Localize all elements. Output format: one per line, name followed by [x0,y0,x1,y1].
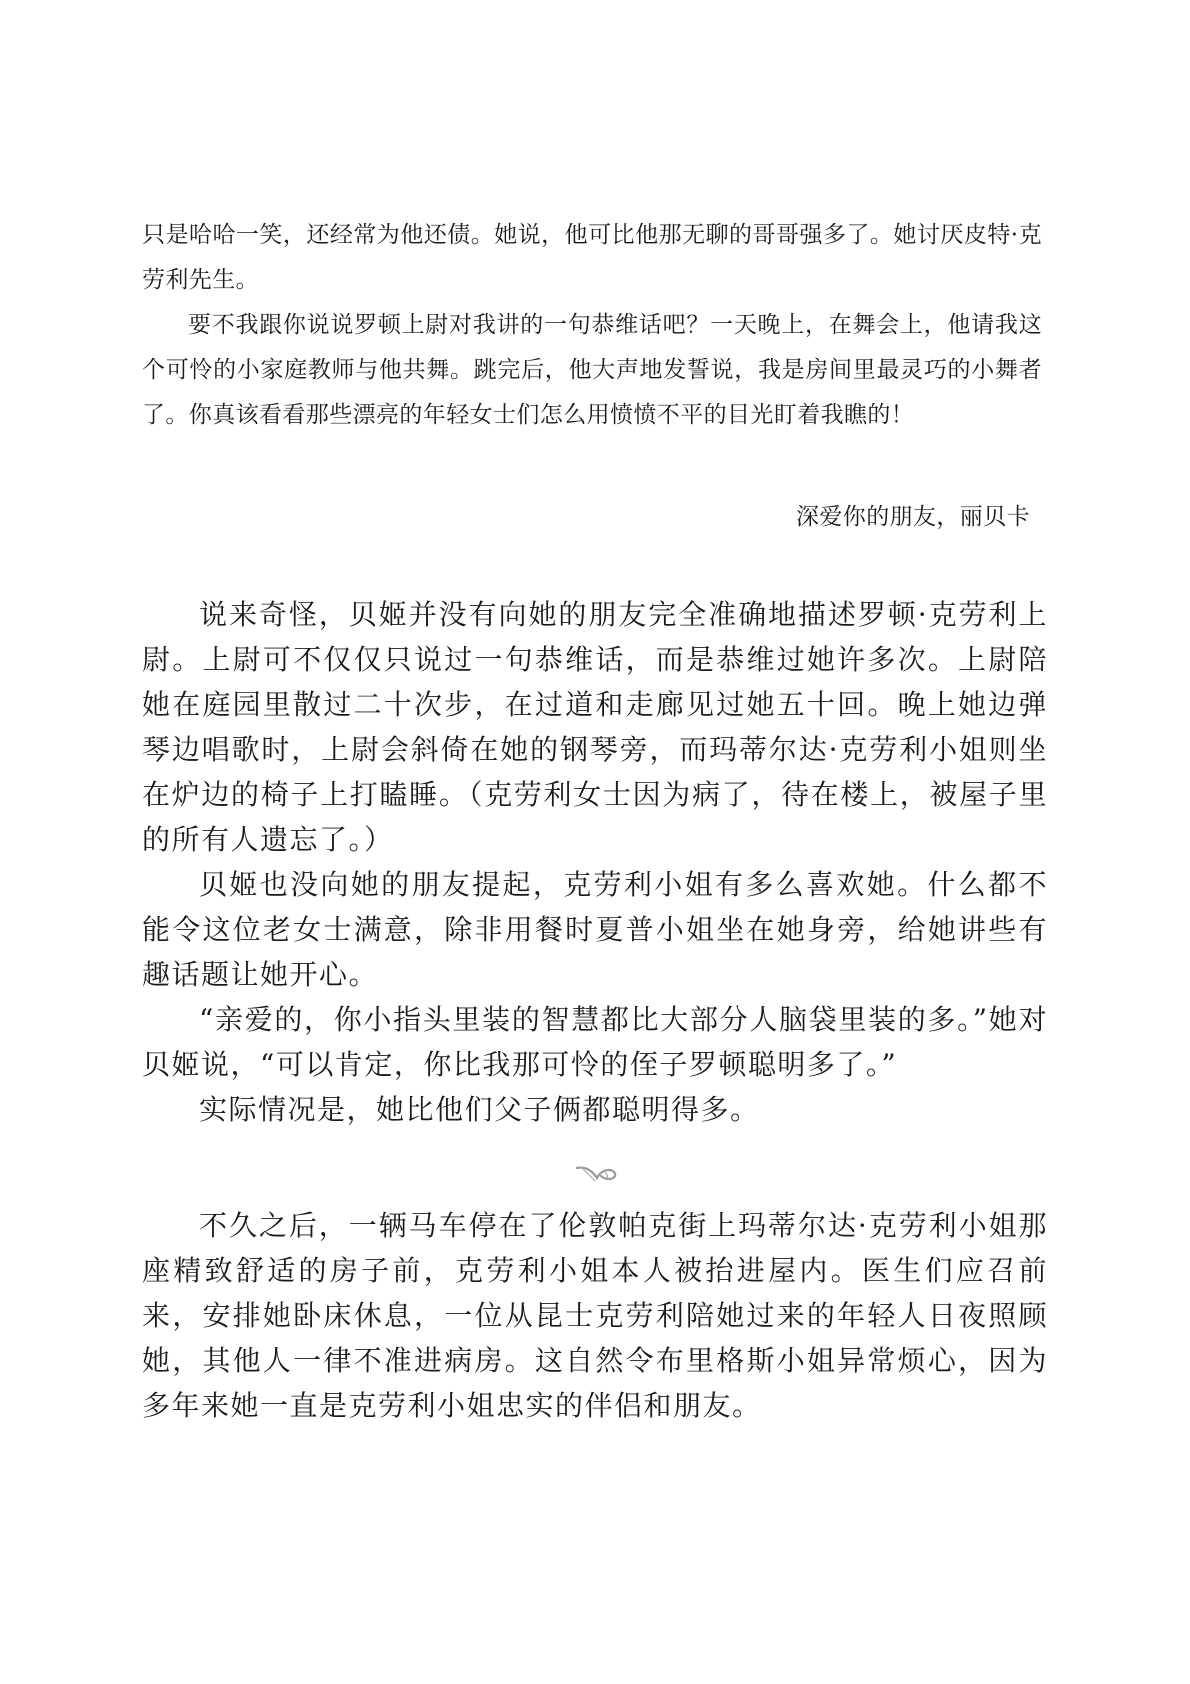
narrative-paragraph-2: 贝姬也没向她的朋友提起，克劳利小姐有多么喜欢她。什么都不能令这位老女士满意，除非用餐时夏普小姐坐在她身旁，给她讲些有趣话题让她开心。 [142,868,1048,991]
narrative-block-after-break [142,1203,1048,1428]
narrative-paragraph-5: 不久之后，一辆马车停在了伦敦帕克街上玛蒂尔达·克劳利小姐那座精致舒适的房子前，克劳利小姐本人被抬进屋内。医生们应召前来，安排她卧床休息，一位从昆士克劳利陪她过来的年轻人日夜照顾她，其他人一律不准进病房。这自然令布里格斯小姐异常烦心，因为多年来她一直是克劳利小姐忠实的伴侣和朋友。 [142,1209,1048,1422]
narrative-paragraph-3: “亲爱的，你小指头里装的智慧都比大部分人脑袋里装的多。”她对贝姬说，“可以肯定，你比我那可怜的侄子罗顿聪明多了。” [142,1003,1048,1081]
quill-ornament-icon [575,1162,619,1186]
letter-paragraph-1: 只是哈哈一笑，还经常为他还债。她说，他可比他那无聊的哥哥强多了。她讨厌皮特·克劳利先生。 [142,222,1042,293]
narrative-paragraph-1: 说来奇怪，贝姬并没有向她的朋友完全准确地描述罗顿·克劳利上尉。上尉可不仅仅只说过一句恭维话，而是恭维过她许多次。上尉陪她在庭园里散过二十次步，在过道和走廊见过她五十回。晚上她边弹琴边唱歌时，上尉会斜倚在她的钢琴旁，而玛蒂尔达·克劳利小姐则坐在炉边的椅子上打瞌睡。（克劳利女士因为病了，待在楼上，被屋子里的所有人遗忘了。） [142,598,1048,856]
narrative-paragraph-4: 实际情况是，她比他们父子俩都聪明得多。 [199,1093,760,1126]
letter-block [142,213,1042,438]
narrative-block [142,592,1048,1132]
letter-signature: 深爱你的朋友，丽贝卡 [796,504,1030,530]
letter-paragraph-2: 要不我跟你说说罗顿上尉对我讲的一句恭维话吧？一天晚上，在舞会上，他请我这个可怜的小家庭教师与他共舞。跳完后，他大声地发誓说，我是房间里最灵巧的小舞者了。你真该看看那些漂亮的年轻女士们怎么用愤愤不平的目光盯着我瞧的！ [142,312,1042,428]
